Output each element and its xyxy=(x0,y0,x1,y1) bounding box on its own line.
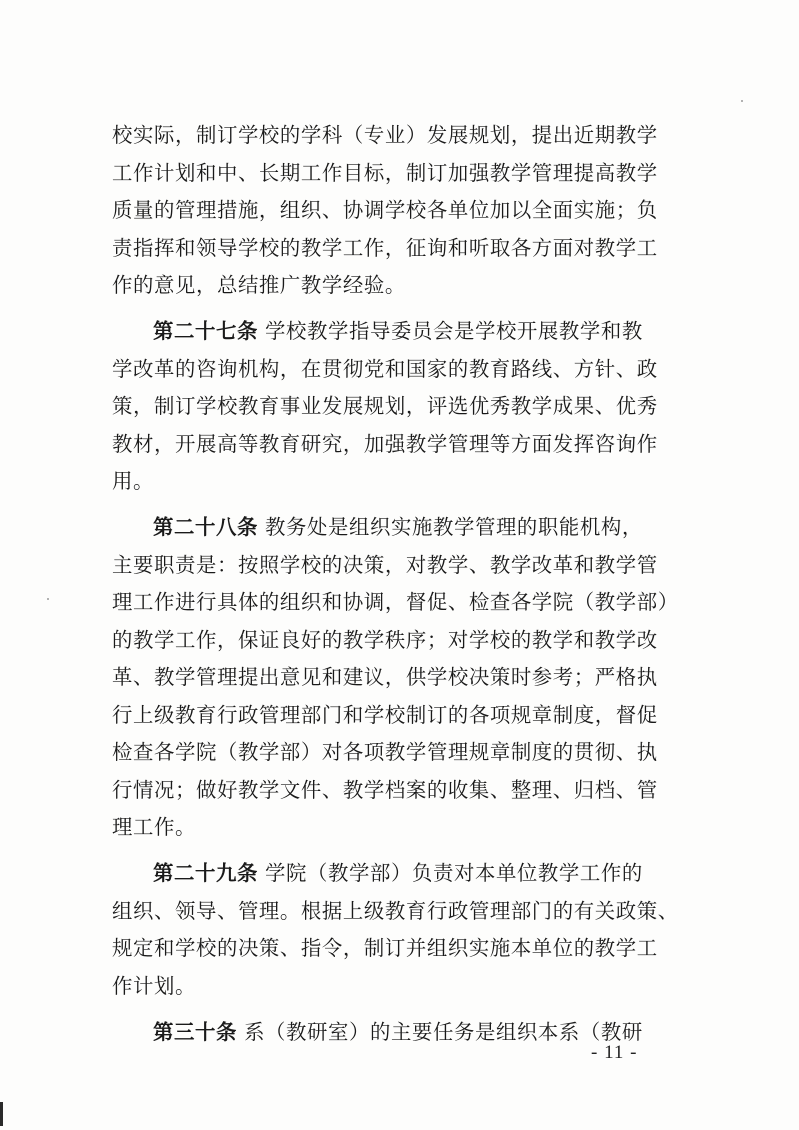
text-line: 作计划。 xyxy=(112,973,196,998)
text-line: 组织、领导、管理。根据上级教育行政管理部门的有关政策、 xyxy=(112,898,679,923)
text-line: 理工作进行具体的组织和协调，督促、检查各学院（教学部） xyxy=(112,590,679,614)
article-27 xyxy=(112,313,692,501)
article-29 xyxy=(112,855,692,1005)
text-line: 规定和学校的决策、指令，制订并组织实施本单位的教学工 xyxy=(112,936,658,960)
text-line: 策，制订学校教育事业发展规划，评选优秀教学成果、优秀 xyxy=(112,394,658,418)
text-line: 用。 xyxy=(112,469,154,493)
text-line: 质量的管理措施，组织、协调学校各单位加以全面实施；负 xyxy=(112,198,658,222)
scan-edge-mark xyxy=(0,1102,3,1126)
text-line: 教材，开展高等教育研究，加强教学管理等方面发挥咨询作 xyxy=(112,431,658,456)
text-line: 的教学工作，保证良好的教学秩序；对学校的教学和教学改 xyxy=(112,627,658,652)
text-line: 作的意见，总结推广教学经验。 xyxy=(112,273,406,297)
article-text: 教务处是组织实施教学管理的职能机构， xyxy=(265,515,643,539)
scan-speck xyxy=(47,598,49,600)
text-line: 革、教学管理提出意见和建议，供学校决策时参考；严格执 xyxy=(112,665,658,689)
article-heading: 第二十九条 xyxy=(153,861,258,885)
text-line: 理工作。 xyxy=(112,815,196,839)
text-line: 校实际，制订学校的学科（专业）发展规划，提出近期教学 xyxy=(112,123,658,147)
text-line: 主要职责是：按照学校的决策，对教学、教学改革和教学管 xyxy=(112,552,658,577)
article-text: 学院（教学部）负责对本单位教学工作的 xyxy=(265,861,643,885)
article-heading: 第三十条 xyxy=(153,1019,237,1044)
text-line: 学改革的咨询机构，在贯彻党和国家的教育路线、方针、政 xyxy=(112,356,658,381)
article-heading: 第二十七条 xyxy=(153,319,258,343)
text-line: 行上级教育行政管理部门和学校制订的各项规章制度，督促 xyxy=(112,702,658,727)
paragraph-intro xyxy=(112,117,692,305)
text-line: 行情况；做好教学文件、教学档案的收集、整理、归档、管 xyxy=(112,777,658,802)
document-body xyxy=(112,117,692,1051)
article-heading: 第二十八条 xyxy=(153,515,258,539)
article-text: 学校教学指导委员会是学校开展教学和教 xyxy=(265,319,643,343)
article-first-line xyxy=(112,509,692,547)
text-line: 责指挥和领导学校的教学工作，征询和听取各方面对教学工 xyxy=(112,235,658,260)
text-line: 工作计划和中、长期工作目标，制订加强教学管理提高教学 xyxy=(112,160,658,185)
article-28 xyxy=(112,509,692,847)
article-first-line xyxy=(112,313,692,351)
scan-speck xyxy=(741,100,743,102)
page-number: - 11 - xyxy=(591,1042,638,1063)
article-first-line xyxy=(112,855,692,893)
article-text: 系（教研室）的主要任务是组织本系（教研 xyxy=(244,1019,643,1044)
text-line: 检查各学院（教学部）对各项教学管理规章制度的贯彻、执 xyxy=(112,740,658,764)
